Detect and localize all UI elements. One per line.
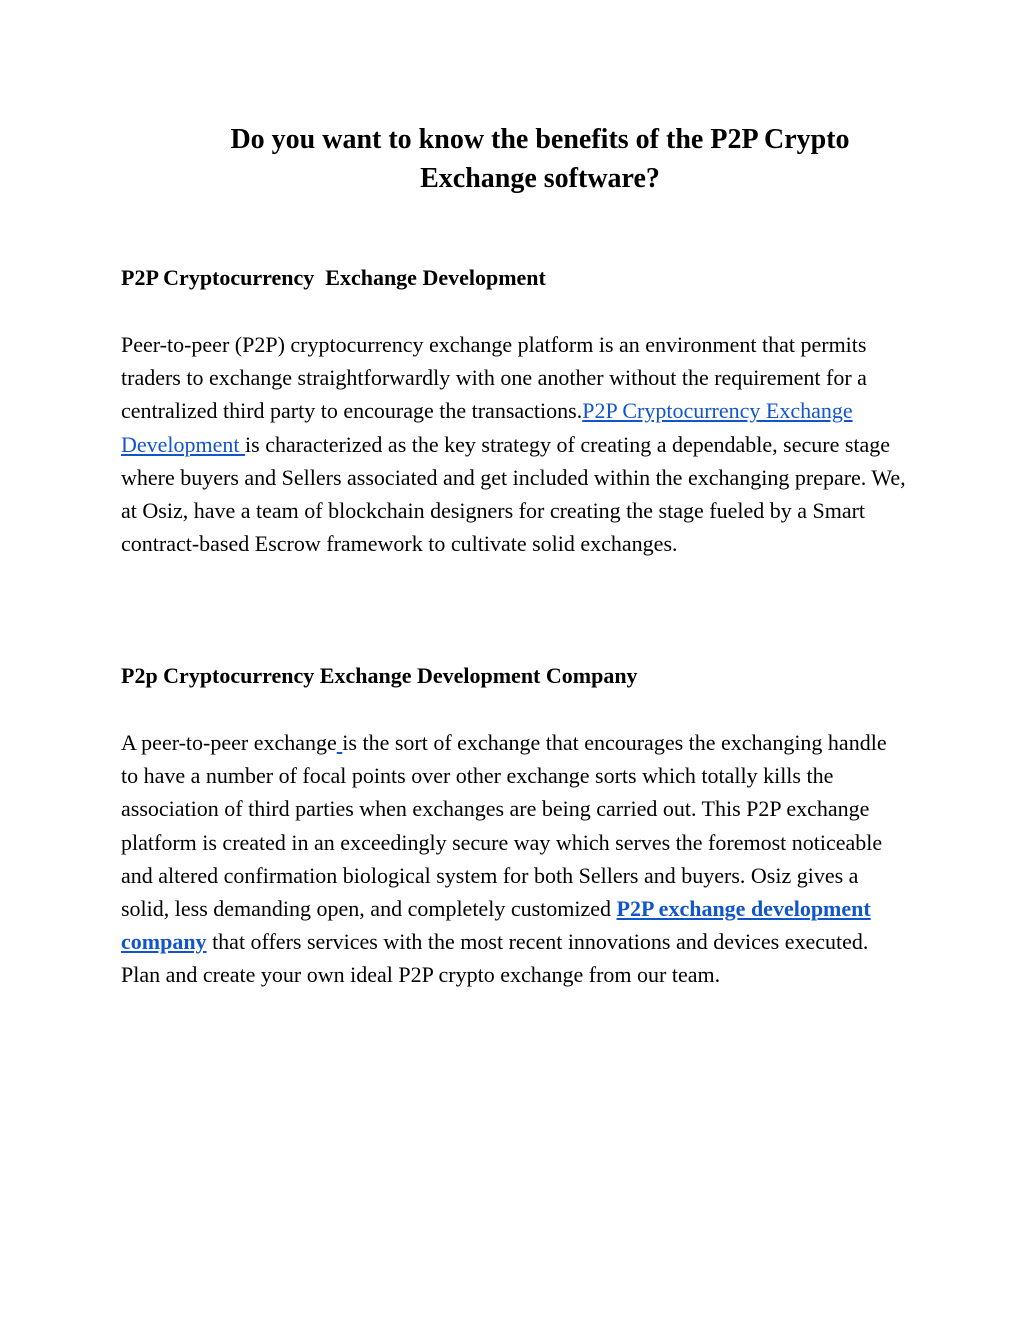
- paragraph-text: A peer-to-peer exchange: [121, 730, 337, 755]
- section-paragraph-p2p-development: [121, 328, 906, 560]
- p2p-exchange-development-company-link[interactable]: P2P exchange development company: [121, 896, 871, 955]
- paragraph-text: Peer-to-peer (P2P) cryptocurrency exchange platform is an environment that permits traders to exchange straightforwardly with one another without the requirement for a centralized third party to encourage the transactions.: [121, 332, 867, 424]
- paragraph-text: is characterized as the key strategy of creating a dependable, secure stage where buyers and Sellers associated and get included within the exchanging prepare. We, at Osiz, have a team of blockchain designers for creating the stage fueled by a Smart contract-based Escrow framework to cultivate solid exchanges.: [121, 431, 906, 557]
- section-heading-p2p-development: P2P Cryptocurrency Exchange Development: [121, 265, 546, 290]
- document-title: Do you want to know the benefits of the P2P Crypto Exchange software?: [230, 124, 850, 194]
- p2p-cryptocurrency-exchange-development-link[interactable]: P2P Cryptocurrency Exchange Development: [121, 398, 853, 457]
- paragraph-text: is the sort of exchange that encourages the exchanging handle to have a number of focal points over other exchange sorts which totally kills the association of third parties when exchanges are being carried out. This P2P exchange platform is created in an exceedingly secure way which serves the foremost noticeable and altered confirmation biological system for both Sellers and buyers. Osiz gives a solid, less demanding open, and completely customized: [121, 730, 887, 922]
- section-paragraph-p2p-company: [121, 726, 906, 992]
- paragraph-text: that offers services with the most recent innovations and devices executed. Plan and create your own ideal P2P crypto exchange from our team.: [121, 929, 869, 988]
- section-heading-p2p-company: P2p Cryptocurrency Exchange Development Company: [121, 663, 638, 688]
